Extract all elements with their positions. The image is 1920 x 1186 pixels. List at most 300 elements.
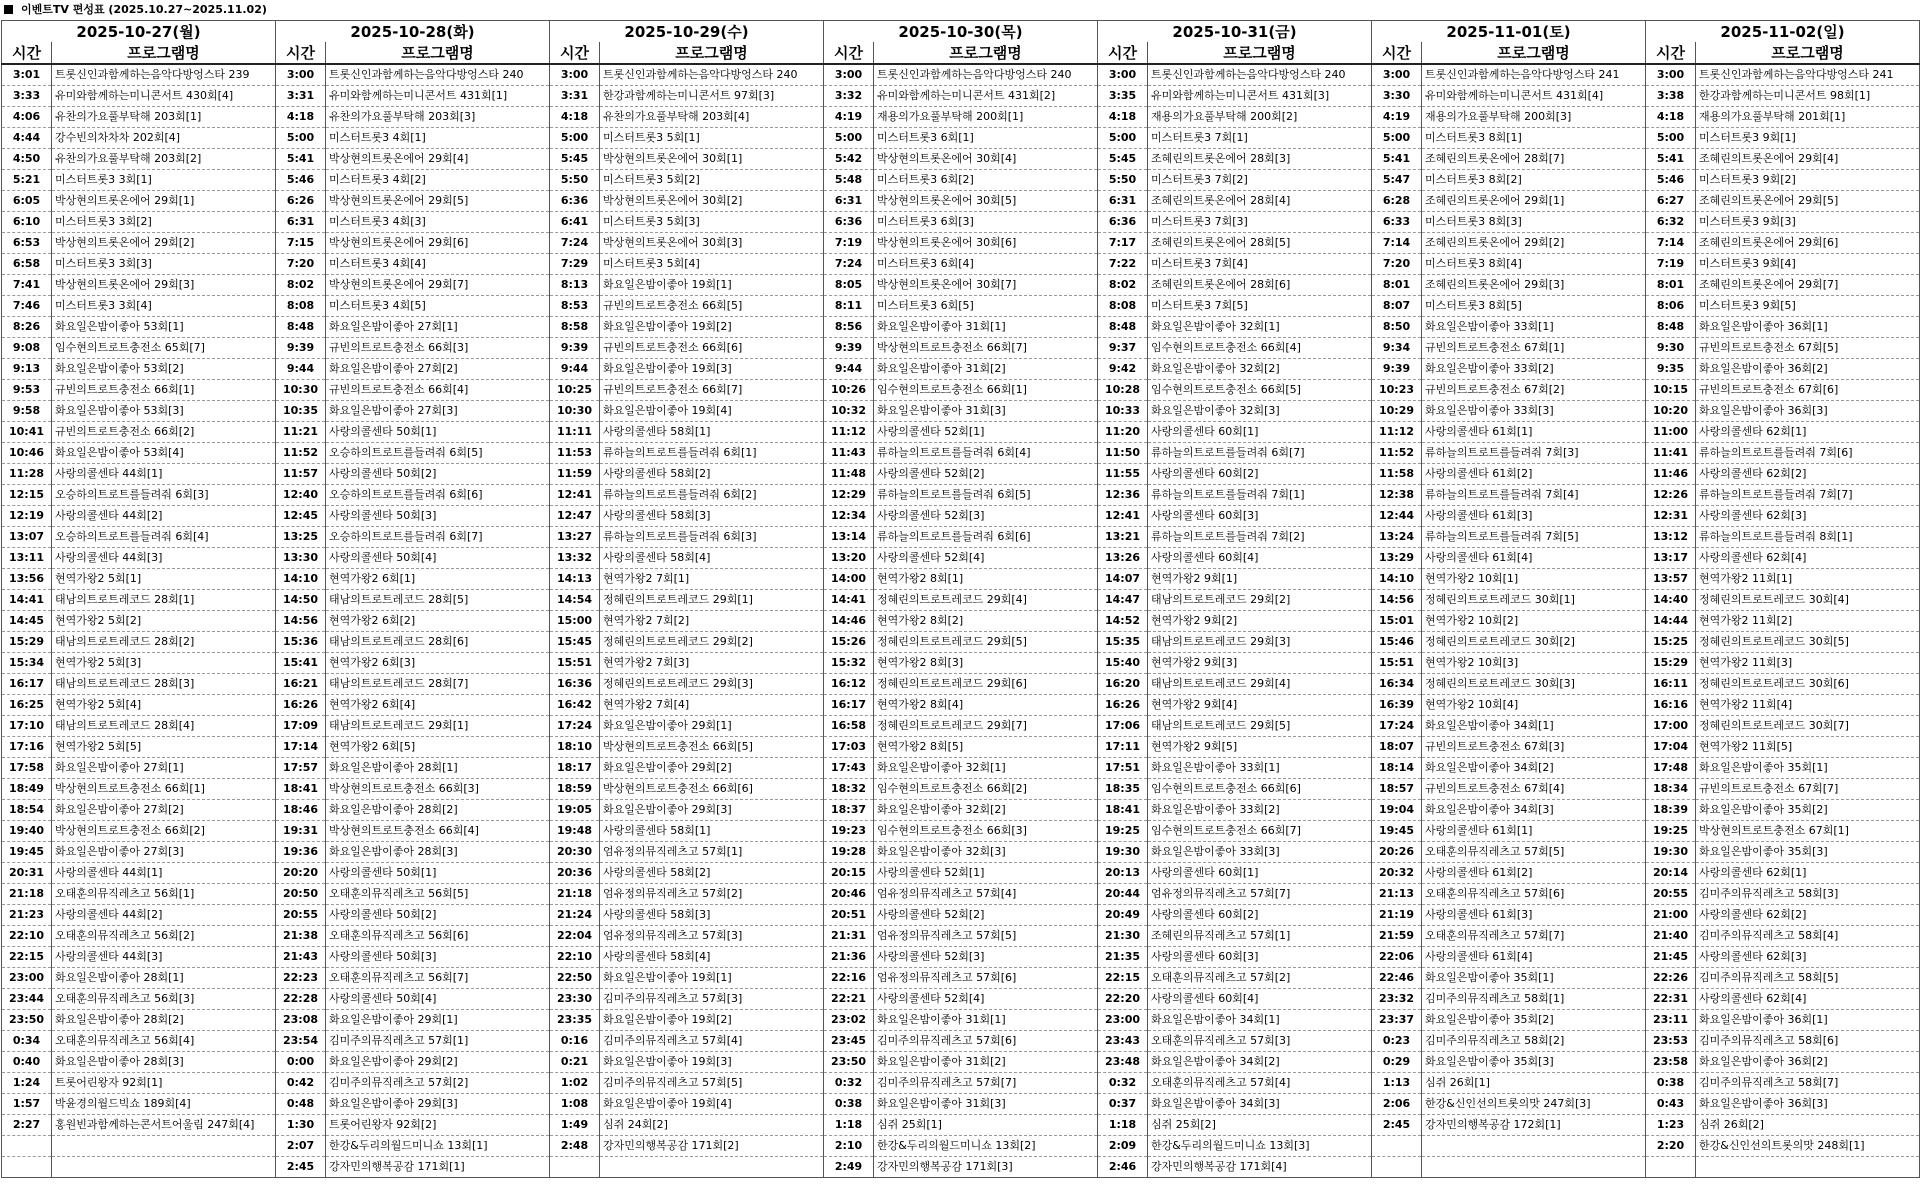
time-cell: 12:19	[2, 506, 52, 527]
time-cell: 5:21	[2, 170, 52, 191]
program-cell: 화요일은밤이좋아 34회[1]	[1422, 716, 1646, 737]
table-row	[2, 905, 1920, 926]
program-cell: 오태훈의뮤직레츠고 57회[5]	[1422, 842, 1646, 863]
time-cell: 19:45	[1372, 821, 1422, 842]
time-cell: 8:48	[1646, 317, 1696, 338]
program-cell: 화요일은밤이좋아 28회[1]	[52, 968, 276, 989]
program-cell: 규빈의트로트충전소 67회[2]	[1422, 380, 1646, 401]
program-cell: 사랑의콜센타 50회[3]	[326, 947, 550, 968]
time-cell: 3:00	[1098, 64, 1148, 86]
program-cell: 류하늘의트로트를들려줘 7회[1]	[1148, 485, 1372, 506]
program-cell: 현역가왕2 7회[4]	[600, 695, 824, 716]
program-cell: 미스터트롯3 4회[5]	[326, 296, 550, 317]
program-cell: 정혜린의트로트레코드 29회[5]	[874, 632, 1098, 653]
time-cell: 2:06	[1372, 1094, 1422, 1115]
program-cell: 임수현의트로트충전소 66회[6]	[1148, 779, 1372, 800]
time-cell: 22:46	[1372, 968, 1422, 989]
program-cell: 조혜린의트롯온에어 28회[5]	[1148, 233, 1372, 254]
program-cell: 화요일은밤이좋아 19회[1]	[600, 968, 824, 989]
program-cell: 오태훈의뮤직레츠고 57회[2]	[1148, 968, 1372, 989]
time-cell: 20:14	[1646, 863, 1696, 884]
time-cell: 8:48	[1098, 317, 1148, 338]
time-column-header: 시간	[1646, 42, 1696, 64]
time-cell: 5:45	[550, 149, 600, 170]
program-cell: 현역가왕2 11회[1]	[1696, 569, 1920, 590]
time-cell: 6:32	[1646, 212, 1696, 233]
table-row	[2, 275, 1920, 296]
program-cell: 조혜린의뮤직레츠고 57회[1]	[1148, 926, 1372, 947]
program-cell: 사랑의콜센타 62회[3]	[1696, 506, 1920, 527]
program-cell: 김미주의뮤직레츠고 58회[5]	[1696, 968, 1920, 989]
program-cell: 사랑의콜센타 58회[3]	[600, 506, 824, 527]
time-cell: 18:07	[1372, 737, 1422, 758]
time-cell: 9:39	[1372, 359, 1422, 380]
time-cell: 3:35	[1098, 86, 1148, 107]
program-cell: 화요일은밤이좋아 53회[1]	[52, 317, 276, 338]
table-row	[2, 1157, 1920, 1178]
time-cell: 14:56	[276, 611, 326, 632]
time-cell: 5:46	[276, 170, 326, 191]
program-cell: 오승하의트로트를들려줘 6회[7]	[326, 527, 550, 548]
program-cell: 유미와함께하는미니콘서트 431회[4]	[1422, 86, 1646, 107]
time-cell: 17:06	[1098, 716, 1148, 737]
program-cell: 조혜린의트롯온에어 28회[3]	[1148, 149, 1372, 170]
time-cell: 5:45	[1098, 149, 1148, 170]
time-cell: 0:34	[2, 1031, 52, 1052]
program-cell: 화요일은밤이좋아 31회[3]	[874, 401, 1098, 422]
time-cell: 16:17	[824, 695, 874, 716]
time-cell: 9:39	[550, 338, 600, 359]
time-cell: 2:07	[276, 1136, 326, 1157]
program-cell: 오승하의트로트를들려줘 6회[4]	[52, 527, 276, 548]
time-cell: 14:47	[1098, 590, 1148, 611]
program-cell: 김미주의뮤직레츠고 58회[2]	[1422, 1031, 1646, 1052]
time-cell: 14:46	[824, 611, 874, 632]
time-column-header: 시간	[2, 42, 52, 64]
program-cell: 유찬의가요풀부탁해 203회[3]	[326, 107, 550, 128]
time-cell: 22:06	[1372, 947, 1422, 968]
program-cell: 박상현의트로트충전소 66회[4]	[326, 821, 550, 842]
program-cell: 박상현의트롯온에어 29회[7]	[326, 275, 550, 296]
time-cell: 11:53	[550, 443, 600, 464]
time-column-header: 시간	[824, 42, 874, 64]
program-cell: 사랑의콜센타 44회[2]	[52, 905, 276, 926]
time-cell: 21:13	[1372, 884, 1422, 905]
program-cell: 미스터트롯3 8회[3]	[1422, 212, 1646, 233]
program-cell: 정혜린의트로트레코드 29회[4]	[874, 590, 1098, 611]
program-cell: 태남의트로트레코드 28회[6]	[326, 632, 550, 653]
program-cell: 태남의트로트레코드 29회[2]	[1148, 590, 1372, 611]
time-cell: 17:58	[2, 758, 52, 779]
time-cell: 18:37	[824, 800, 874, 821]
program-cell: 심쥐 25회[1]	[874, 1115, 1098, 1136]
table-row	[2, 947, 1920, 968]
program-cell: 박상현의트로트충전소 67회[1]	[1696, 821, 1920, 842]
time-cell: 16:21	[276, 674, 326, 695]
time-cell: 20:31	[2, 863, 52, 884]
time-cell: 5:00	[1646, 128, 1696, 149]
time-cell: 8:08	[276, 296, 326, 317]
time-cell: 15:41	[276, 653, 326, 674]
program-cell: 현역가왕2 5회[5]	[52, 737, 276, 758]
time-cell: 5:46	[1646, 170, 1696, 191]
time-cell: 0:32	[1098, 1073, 1148, 1094]
time-cell: 8:48	[276, 317, 326, 338]
table-row	[2, 569, 1920, 590]
program-cell: 박상현의트로트충전소 66회[7]	[874, 338, 1098, 359]
time-cell: 19:36	[276, 842, 326, 863]
time-cell: 22:26	[1646, 968, 1696, 989]
program-cell: 규빈의트로트충전소 66회[3]	[326, 338, 550, 359]
time-cell: 15:40	[1098, 653, 1148, 674]
program-cell: 화요일은밤이좋아 35회[2]	[1422, 1010, 1646, 1031]
time-cell: 14:45	[2, 611, 52, 632]
time-cell: 6:58	[2, 254, 52, 275]
program-cell: 현역가왕2 11회[5]	[1696, 737, 1920, 758]
program-cell: 사랑의콜센타 50회[2]	[326, 905, 550, 926]
time-column-header: 시간	[1098, 42, 1148, 64]
time-cell: 18:57	[1372, 779, 1422, 800]
program-cell: 화요일은밤이좋아 36회[3]	[1696, 401, 1920, 422]
table-row	[2, 884, 1920, 905]
program-cell: 사랑의콜센타 62회[2]	[1696, 464, 1920, 485]
date-header: 2025-11-01(토)	[1372, 21, 1646, 43]
time-cell: 11:55	[1098, 464, 1148, 485]
program-cell: 강수빈의차차차 202회[4]	[52, 128, 276, 149]
date-header: 2025-10-30(목)	[824, 21, 1098, 43]
time-cell: 20:36	[550, 863, 600, 884]
time-cell: 4:44	[2, 128, 52, 149]
time-cell: 16:17	[2, 674, 52, 695]
time-cell: 13:25	[276, 527, 326, 548]
program-cell: 화요일은밤이좋아 33회[3]	[1422, 401, 1646, 422]
time-cell: 17:16	[2, 737, 52, 758]
program-cell: 화요일은밤이좋아 27회[3]	[326, 401, 550, 422]
time-cell: 7:46	[2, 296, 52, 317]
program-cell: 규빈의트로트충전소 66회[2]	[52, 422, 276, 443]
time-cell: 0:38	[1646, 1073, 1696, 1094]
time-cell: 22:20	[1098, 989, 1148, 1010]
time-cell: 0:32	[824, 1073, 874, 1094]
time-cell: 12:31	[1646, 506, 1696, 527]
time-cell: 17:24	[550, 716, 600, 737]
time-cell: 10:32	[824, 401, 874, 422]
time-cell: 4:18	[550, 107, 600, 128]
program-cell: 미스터트롯3 3회[3]	[52, 254, 276, 275]
time-cell: 15:29	[1646, 653, 1696, 674]
time-cell: 18:46	[276, 800, 326, 821]
time-cell: 8:08	[1098, 296, 1148, 317]
program-cell: 오태훈의뮤직레츠고 56회[7]	[326, 968, 550, 989]
table-row	[2, 800, 1920, 821]
time-column-header: 시간	[276, 42, 326, 64]
time-cell: 16:26	[276, 695, 326, 716]
time-cell: 20:44	[1098, 884, 1148, 905]
program-cell: 조혜린의트롯온에어 28회[4]	[1148, 191, 1372, 212]
program-cell: 화요일은밤이좋아 29회[3]	[600, 800, 824, 821]
table-row	[2, 590, 1920, 611]
time-cell: 10:23	[1372, 380, 1422, 401]
program-cell: 태남의트로트레코드 29회[4]	[1148, 674, 1372, 695]
table-row	[2, 716, 1920, 737]
program-cell: 류하늘의트로트를들려줘 6회[5]	[874, 485, 1098, 506]
time-cell: 13:57	[1646, 569, 1696, 590]
table-row	[2, 737, 1920, 758]
table-row	[2, 548, 1920, 569]
program-cell: 박상현의트롯온에어 29회[1]	[52, 191, 276, 212]
time-cell: 3:00	[1646, 64, 1696, 86]
program-cell: 김미주의뮤직레츠고 58회[6]	[1696, 1031, 1920, 1052]
time-cell: 17:03	[824, 737, 874, 758]
time-cell: 23:32	[1372, 989, 1422, 1010]
time-cell: 18:35	[1098, 779, 1148, 800]
program-cell: 사랑의콜센타 58회[2]	[600, 863, 824, 884]
program-cell	[1696, 1157, 1920, 1178]
time-cell: 5:00	[1372, 128, 1422, 149]
program-cell: 사랑의콜센타 60회[1]	[1148, 422, 1372, 443]
time-cell: 8:05	[824, 275, 874, 296]
program-cell: 미스터트롯3 7회[4]	[1148, 254, 1372, 275]
program-cell: 미스터트롯3 9회[5]	[1696, 296, 1920, 317]
time-cell: 15:35	[1098, 632, 1148, 653]
program-cell: 미스터트롯3 6회[2]	[874, 170, 1098, 191]
time-cell: 8:11	[824, 296, 874, 317]
program-cell: 화요일은밤이좋아 33회[1]	[1148, 758, 1372, 779]
program-cell: 화요일은밤이좋아 35회[2]	[1696, 800, 1920, 821]
program-cell: 사랑의콜센타 58회[2]	[600, 464, 824, 485]
table-row	[2, 443, 1920, 464]
time-cell: 18:59	[550, 779, 600, 800]
program-cell: 조혜린의트롯온에어 29회[6]	[1696, 233, 1920, 254]
program-cell: 오태훈의뮤직레츠고 56회[5]	[326, 884, 550, 905]
time-cell: 11:43	[824, 443, 874, 464]
table-row	[2, 653, 1920, 674]
time-cell: 21:43	[276, 947, 326, 968]
program-cell: 미스터트롯3 4회[2]	[326, 170, 550, 191]
time-cell: 15:36	[276, 632, 326, 653]
time-cell: 12:29	[824, 485, 874, 506]
program-column-header: 프로그램명	[1148, 42, 1372, 64]
time-cell: 22:15	[2, 947, 52, 968]
time-cell: 3:00	[1372, 64, 1422, 86]
table-row	[2, 758, 1920, 779]
time-cell: 12:38	[1372, 485, 1422, 506]
program-cell: 화요일은밤이좋아 19회[2]	[600, 317, 824, 338]
program-cell: 심쥐 26회[2]	[1696, 1115, 1920, 1136]
program-cell: 김미주의뮤직레츠고 57회[6]	[874, 1031, 1098, 1052]
time-cell: 13:24	[1372, 527, 1422, 548]
program-cell	[600, 1157, 824, 1178]
program-cell: 김미주의뮤직레츠고 57회[4]	[600, 1031, 824, 1052]
program-cell: 김미주의뮤직레츠고 58회[4]	[1696, 926, 1920, 947]
table-row	[2, 632, 1920, 653]
time-cell: 1:57	[2, 1094, 52, 1115]
program-cell: 사랑의콜센타 60회[3]	[1148, 506, 1372, 527]
time-cell: 22:10	[550, 947, 600, 968]
time-cell: 3:31	[550, 86, 600, 107]
time-cell: 2:27	[2, 1115, 52, 1136]
program-cell: 한강&두리의월드미니쇼 13회[1]	[326, 1136, 550, 1157]
time-column-header: 시간	[1372, 42, 1422, 64]
time-cell: 11:21	[276, 422, 326, 443]
time-cell: 9:35	[1646, 359, 1696, 380]
program-cell: 사랑의콜센타 61회[1]	[1422, 422, 1646, 443]
program-cell: 강자민의행복공감 171회[3]	[874, 1157, 1098, 1178]
time-cell: 12:26	[1646, 485, 1696, 506]
time-cell: 15:25	[1646, 632, 1696, 653]
program-cell: 미스터트롯3 7회[3]	[1148, 212, 1372, 233]
time-cell: 17:09	[276, 716, 326, 737]
program-cell: 류하늘의트로트를들려줘 7회[4]	[1422, 485, 1646, 506]
program-cell: 사랑의콜센타 52회[2]	[874, 905, 1098, 926]
time-cell: 4:19	[824, 107, 874, 128]
time-cell: 19:31	[276, 821, 326, 842]
program-cell: 오태훈의뮤직레츠고 56회[3]	[52, 989, 276, 1010]
program-cell: 미스터트롯3 9회[4]	[1696, 254, 1920, 275]
time-cell: 17:11	[1098, 737, 1148, 758]
time-cell: 4:19	[1372, 107, 1422, 128]
program-column-header: 프로그램명	[52, 42, 276, 64]
time-cell: 21:23	[2, 905, 52, 926]
program-cell: 현역가왕2 6회[2]	[326, 611, 550, 632]
date-header: 2025-11-02(일)	[1646, 21, 1920, 43]
time-cell: 11:52	[1372, 443, 1422, 464]
time-cell: 1:08	[550, 1094, 600, 1115]
program-cell: 현역가왕2 8회[2]	[874, 611, 1098, 632]
program-cell: 강자민의행복공감 171회[4]	[1148, 1157, 1372, 1178]
program-cell: 현역가왕2 8회[5]	[874, 737, 1098, 758]
time-cell: 13:12	[1646, 527, 1696, 548]
time-cell: 9:37	[1098, 338, 1148, 359]
program-cell: 화요일은밤이좋아 31회[3]	[874, 1094, 1098, 1115]
program-cell: 사랑의콜센타 58회[3]	[600, 905, 824, 926]
program-cell: 재용의가요풀부탁해 200회[1]	[874, 107, 1098, 128]
program-column-header: 프로그램명	[1422, 42, 1646, 64]
program-cell: 사랑의콜센타 62회[4]	[1696, 989, 1920, 1010]
time-cell: 3:00	[824, 64, 874, 86]
program-cell: 미스터트롯3 5회[2]	[600, 170, 824, 191]
program-cell: 류하늘의트로트를들려줘 6회[6]	[874, 527, 1098, 548]
time-cell: 7:20	[276, 254, 326, 275]
program-cell: 박상현의트롯온에어 29회[3]	[52, 275, 276, 296]
program-cell: 현역가왕2 9회[4]	[1148, 695, 1372, 716]
time-cell: 21:24	[550, 905, 600, 926]
time-cell: 3:38	[1646, 86, 1696, 107]
time-cell: 12:41	[1098, 506, 1148, 527]
program-cell: 화요일은밤이좋아 34회[3]	[1148, 1094, 1372, 1115]
program-cell: 사랑의콜센타 52회[4]	[874, 989, 1098, 1010]
time-cell	[550, 1157, 600, 1178]
program-cell: 한강과함께하는미니콘서트 98회[1]	[1696, 86, 1920, 107]
program-cell: 엄유정의뮤직레츠고 57회[3]	[600, 926, 824, 947]
program-cell: 화요일은밤이좋아 28회[2]	[52, 1010, 276, 1031]
time-cell: 10:30	[276, 380, 326, 401]
time-cell: 19:30	[1646, 842, 1696, 863]
program-cell: 김미주의뮤직레츠고 58회[7]	[1696, 1073, 1920, 1094]
time-cell: 21:35	[1098, 947, 1148, 968]
program-cell: 한강과함께하는미니콘서트 97회[3]	[600, 86, 824, 107]
time-cell: 20:55	[276, 905, 326, 926]
time-cell: 22:16	[824, 968, 874, 989]
program-cell: 김미주의뮤직레츠고 57회[3]	[600, 989, 824, 1010]
time-cell: 0:00	[276, 1052, 326, 1073]
time-cell: 2:49	[824, 1157, 874, 1178]
time-cell: 2:46	[1098, 1157, 1148, 1178]
time-cell: 11:52	[276, 443, 326, 464]
program-cell: 규빈의트로트충전소 66회[7]	[600, 380, 824, 401]
time-cell: 0:21	[550, 1052, 600, 1073]
program-cell: 화요일은밤이좋아 19회[2]	[600, 1010, 824, 1031]
time-cell: 2:45	[1372, 1115, 1422, 1136]
time-cell: 1:18	[1098, 1115, 1148, 1136]
time-cell: 1:18	[824, 1115, 874, 1136]
time-cell: 0:48	[276, 1094, 326, 1115]
time-cell: 19:30	[1098, 842, 1148, 863]
time-cell: 10:30	[550, 401, 600, 422]
time-cell: 1:13	[1372, 1073, 1422, 1094]
time-cell: 7:24	[824, 254, 874, 275]
time-cell: 6:10	[2, 212, 52, 233]
time-cell: 14:41	[2, 590, 52, 611]
program-cell: 미스터트롯3 3회[1]	[52, 170, 276, 191]
time-cell: 3:00	[550, 64, 600, 86]
program-cell: 미스터트롯3 5회[1]	[600, 128, 824, 149]
time-cell: 16:36	[550, 674, 600, 695]
program-cell: 류하늘의트로트를들려줘 7회[2]	[1148, 527, 1372, 548]
time-cell: 10:46	[2, 443, 52, 464]
program-cell: 엄유정의뮤직레츠고 57회[6]	[874, 968, 1098, 989]
time-cell: 9:44	[276, 359, 326, 380]
program-cell: 화요일은밤이좋아 19회[3]	[600, 1052, 824, 1073]
time-cell: 13:21	[1098, 527, 1148, 548]
time-cell: 9:44	[550, 359, 600, 380]
program-cell: 미스터트롯3 7회[1]	[1148, 128, 1372, 149]
time-cell: 23:45	[824, 1031, 874, 1052]
program-cell: 미스터트롯3 8회[1]	[1422, 128, 1646, 149]
time-cell: 3:30	[1372, 86, 1422, 107]
time-cell: 16:20	[1098, 674, 1148, 695]
program-cell: 화요일은밤이좋아 28회[2]	[326, 800, 550, 821]
program-cell: 화요일은밤이좋아 32회[2]	[874, 800, 1098, 821]
program-cell: 화요일은밤이좋아 34회[2]	[1422, 758, 1646, 779]
program-cell: 엄유정의뮤직레츠고 57회[4]	[874, 884, 1098, 905]
time-cell: 3:33	[2, 86, 52, 107]
time-cell: 7:15	[276, 233, 326, 254]
time-cell: 12:36	[1098, 485, 1148, 506]
program-cell: 트롯신인과함께하는음악다방엉스타 240	[1148, 64, 1372, 86]
program-cell: 현역가왕2 11회[3]	[1696, 653, 1920, 674]
time-cell: 17:43	[824, 758, 874, 779]
program-cell: 박상현의트롯온에어 30회[6]	[874, 233, 1098, 254]
time-cell: 5:42	[824, 149, 874, 170]
time-cell: 18:34	[1646, 779, 1696, 800]
program-cell: 화요일은밤이좋아 32회[3]	[1148, 401, 1372, 422]
program-cell: 미스터트롯3 8회[5]	[1422, 296, 1646, 317]
time-cell: 21:18	[2, 884, 52, 905]
time-cell: 10:29	[1372, 401, 1422, 422]
program-cell: 화요일은밤이좋아 31회[1]	[874, 317, 1098, 338]
program-cell: 화요일은밤이좋아 53회[4]	[52, 443, 276, 464]
time-cell: 3:31	[276, 86, 326, 107]
program-cell: 조혜린의트롯온에어 29회[2]	[1422, 233, 1646, 254]
time-cell: 9:39	[276, 338, 326, 359]
time-cell: 18:10	[550, 737, 600, 758]
program-cell: 미스터트롯3 8회[4]	[1422, 254, 1646, 275]
program-cell: 유미와함께하는미니콘서트 430회[4]	[52, 86, 276, 107]
table-row	[2, 506, 1920, 527]
time-cell: 17:10	[2, 716, 52, 737]
time-cell: 7:20	[1372, 254, 1422, 275]
